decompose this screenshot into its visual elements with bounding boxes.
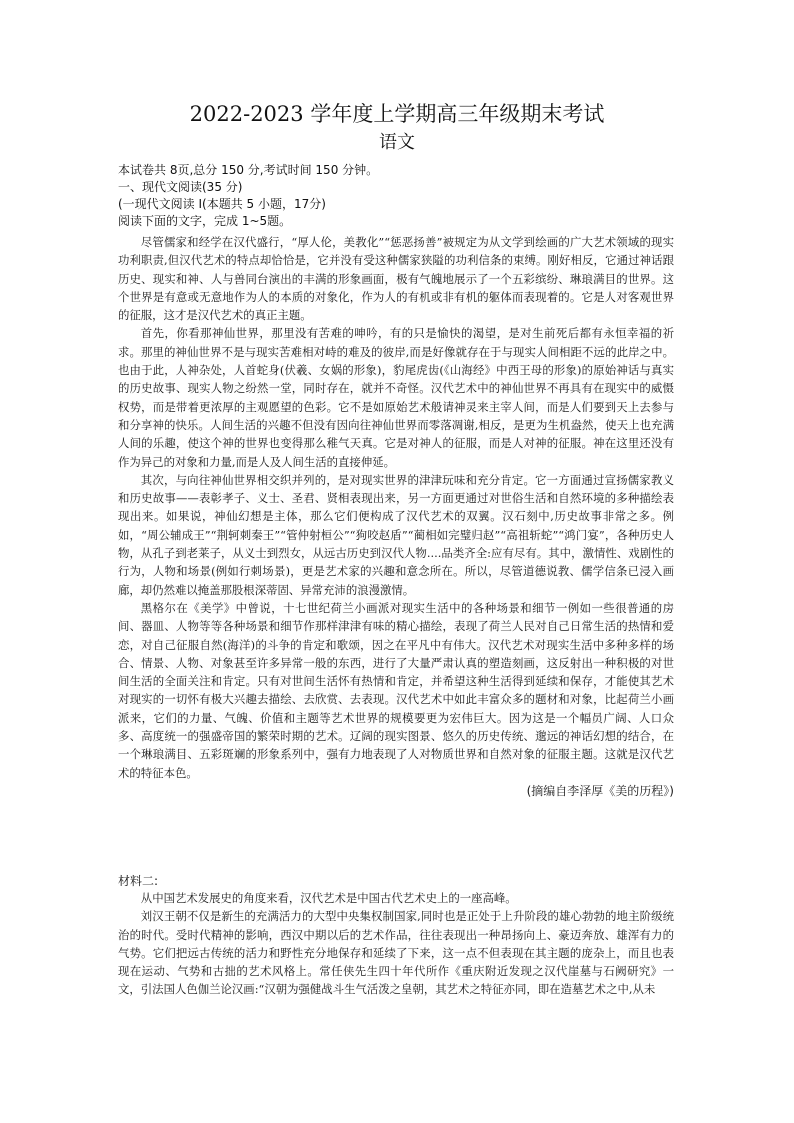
subsection-heading: (一现代文阅读 I(本题共 5 小题，17分) xyxy=(118,197,326,211)
paragraph: 刘汉王朝不仅是新生的充满活力的大型中央集权制国家,同时也是正处于上升阶段的雄心勃勃的地主阶级统治的时代。受时代精神的影响，西汉中期以后的艺术作品，往往表现出一种昂扬向上、豪迈奔放、雄浑有力的气势。它们把远古传统的活力和野性充分地保存和延续了下来，这一点不但表现在其主题的庞杂上，而且也表现在运动、气势和古拙的艺术风格上。常任侠先生四十年代所作《重庆附近发现之汉代崖墓与石阙研究》一文，引法国人色伽兰论汉画:“汉朝为强健战斗生气活泼之皇朝，其艺术之特征亦同，即在造墓艺术之中,从未 xyxy=(118,909,674,997)
exam-title: 2022-2023 学年度上学期高三年级期末考试 xyxy=(189,102,605,126)
material-two xyxy=(118,889,674,999)
section-heading: 一、现代文阅读(35 分) xyxy=(118,180,243,194)
material-two-label: 材料二: xyxy=(118,874,159,888)
paragraph: 从中国艺术发展史的角度来看，汉代艺术是中国古代艺术史上的一座高峰。 xyxy=(140,891,517,905)
paragraph: 尽管儒家和经学在汉代盛行，“厚人伦，美教化”“惩恶扬善”被规定为从文学到绘画的广大艺术领域的现实功利职责,但汉代艺术的特点却恰恰是，它并没有受这种儒家狭隘的功利信条的束缚。刚好相反，它通过神话跟历史、现实和神、人与兽同台演出的丰满的形象画面，极有气魄地展示了一个五彩缤纷、琳琅满目的世界。这个世界是有意或无意地作为人的本质的对象化，作为人的有机或非有机的躯体而表现着的。它是人对客观世界的征服，这才是汉代艺术的真正主题。 xyxy=(118,235,674,323)
source-citation: (摘编自李泽厚《美的历程》) xyxy=(526,783,674,798)
exam-subject: 语文 xyxy=(379,132,415,153)
paragraph: 首先，你看那神仙世界，那里没有苦难的呻吟，有的只是愉快的渴望，是对生前死后都有永恒幸福的祈求。那里的神仙世界不是与现实苦难相对峙的难及的彼岸,而是好像就存在于与现实人间相距不远的此岸之中。也由于此，人神杂处，人首蛇身(伏羲、女娲的形象)，豹尾虎齿(《山海经》中西王母的形象)的原始神话与真实的历史故事、现实人物之纷然一堂，同时存在，就并不奇怪。汉代艺术中的神仙世界不再具有在现实中的威慑权势，而是带着更浓厚的主观愿望的色彩。它不是如原始艺术般请神灵来主宰人间，而是人们要到天上去参与和分享神的快乐。人间生活的兴趣不但没有因向往神仙世界而零落凋谢,相反，是更为生机盎然，使天上也充满人间的乐趣，使这个神的世界也变得那么稚气天真。它是对神人的征服，而是人对神的征服。神在这里还没有作为异己的对象和力量,而是人及人间生活的直接伸延。 xyxy=(118,326,674,469)
instruction-line: 阅读下面的文字，完成 1~5题。 xyxy=(118,214,292,228)
exam-info xyxy=(118,162,678,230)
paragraph: 黑格尔在《美学》中曾说，十七世纪荷兰小画派对现实生活中的各种场景和细节一例如一些很普通的房间、器皿、人物等等各种场景和细节作那样津津有味的精心描绘，表现了荷兰人民对自己日常生活的热情和爱恋，对自己征服自然(海洋)的斗争的肯定和歌颂，因之在平凡中有伟大。汉代艺术对现实生活中多种多样的场合、情景、人物、对象甚至许多异常一般的东西，进行了大量严肃认真的塑造刻画，这反射出一种积极的对世间生活的全面关注和肯定。只有对世间生活怀有热情和肯定，并希望这种生活得到延续和保存，才能使其艺术对现实的一切怀有极大兴趣去描绘、去欣赏、去表现。汉代艺术中如此丰富众多的题材和对象，比起荷兰小画派来，它们的力量、气魄、价值和主题等艺术世界的规模要更为宏伟巨大。因为这是一个幅员广阔、人口众多、高度统一的强盛帝国的繁荣时期的艺术。辽阔的现实图景、悠久的历史传统、邈远的神话幻想的结合，在一个琳琅满目、五彩斑斓的形象系列中，强有力地表现了人对物质世界和自然对象的征服主题。这就是汉代艺术的特征本色。 xyxy=(118,600,674,780)
paragraph: 其次，与向往神仙世界相交织并列的，是对现实世界的津津玩味和充分肯定。它一方面通过宣扬儒家教义和历史故事——表彰孝子、义士、圣君、贤相表现出来，另一方面更通过对世俗生活和自然环境的多种描绘表现出来。如果说，神仙幻想是主体，那么它们便构成了汉代艺术的双翼。汉石刻中,历史故事非常之多。例如，“周公辅成王”“荆轲刺秦王”“管仲射桓公”“狗咬赵盾”“蔺相如完璧归赵”“高祖斩蛇”“鸿门宴”，各种历史人物，从孔子到老莱子，从义士到烈女，从远古历史到汉代人物....品类齐全:应有尽有。其中，激情性、戏剧性的行为，人物和场景(例如行刺场景)，更是艺术家的兴趣和意念所在。所以，尽管道德说教、儒学信条已浸入画廊，却仍然难以掩盖那股根深蒂固、异常充沛的浪漫激情。 xyxy=(118,472,674,597)
info-line: 本试卷共 8页,总分 150 分,考试时间 150 分钟。 xyxy=(118,163,379,177)
material-one xyxy=(118,233,674,800)
